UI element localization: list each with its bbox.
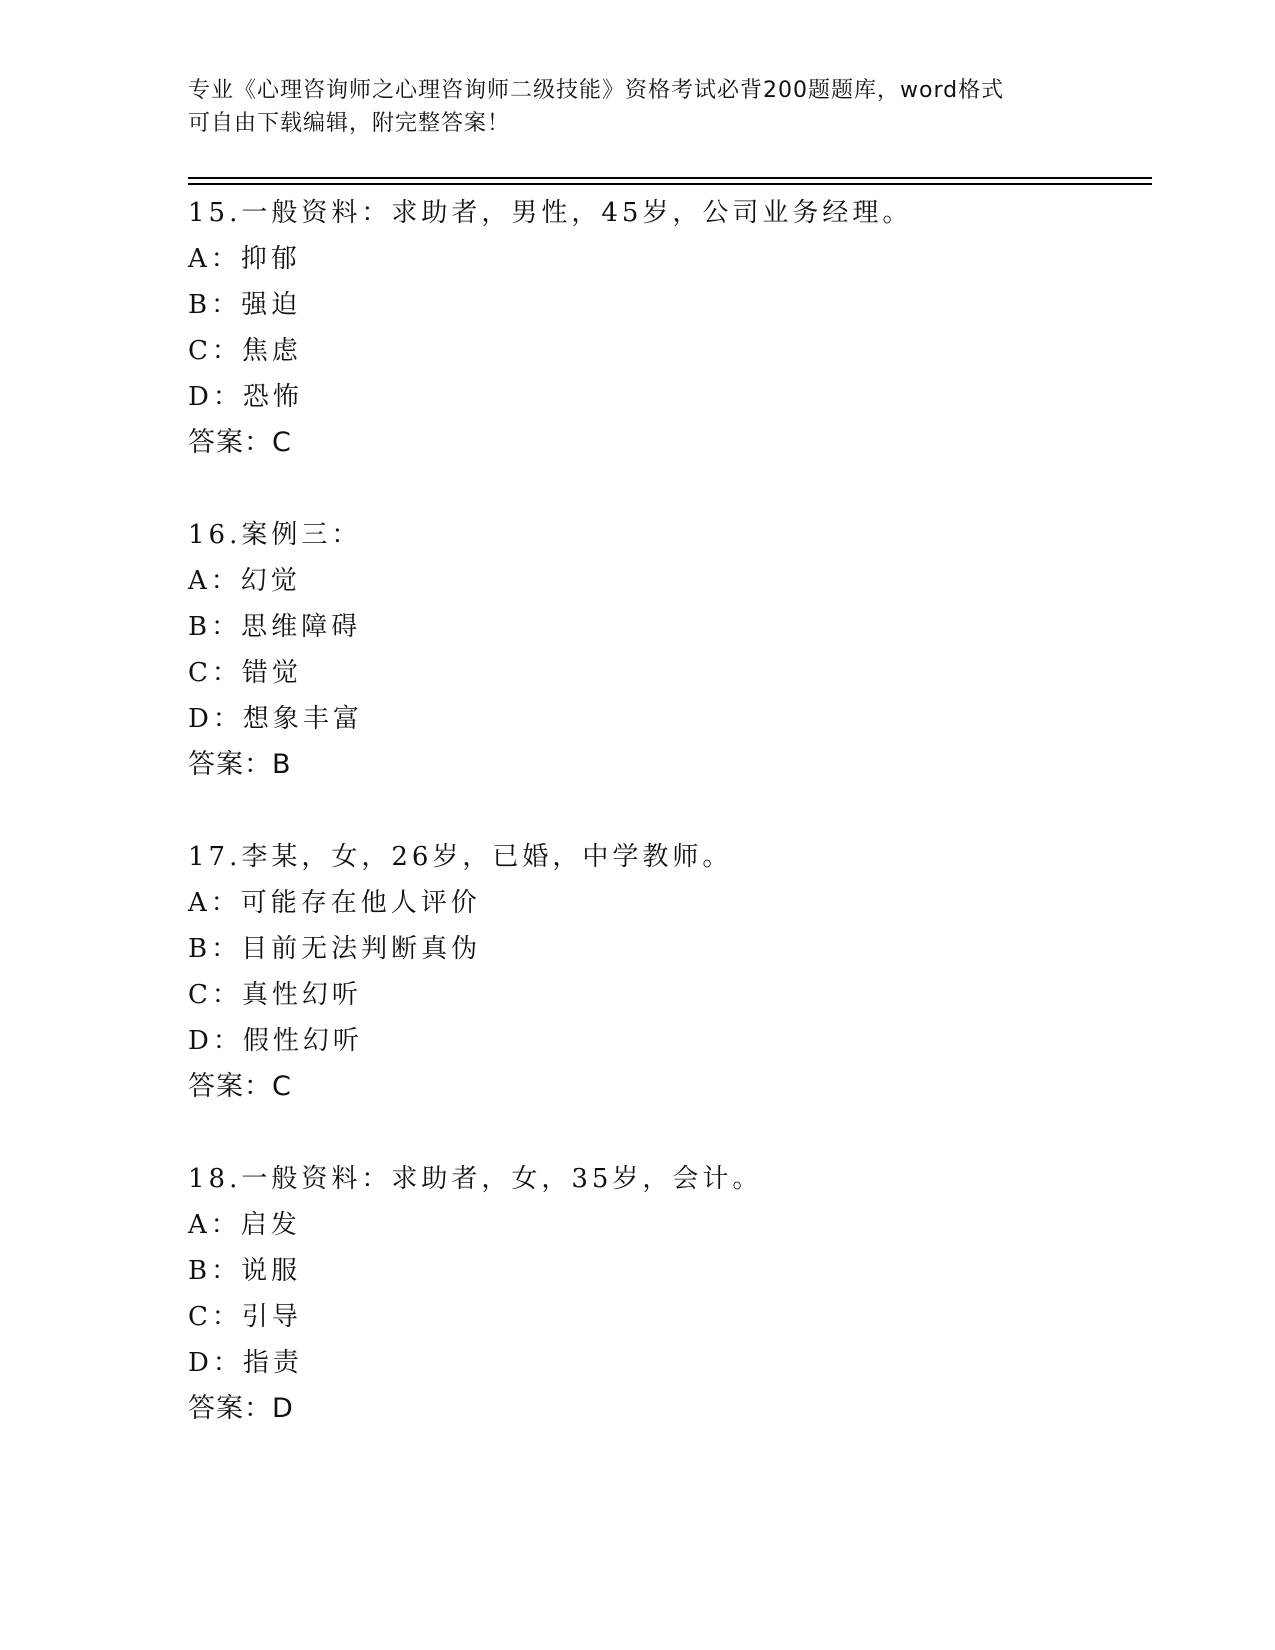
- option-b: B：强迫: [188, 290, 302, 320]
- header-line-2: 可自由下载编辑，附完整答案！: [188, 111, 511, 136]
- question-stem: 15.一般资料：求助者，男性，45岁，公司业务经理。: [188, 198, 913, 228]
- header-divider-top: [188, 177, 1152, 179]
- option-b: B：目前无法判断真伪: [188, 934, 482, 964]
- option-b: B：思维障碍: [188, 612, 362, 642]
- question-stem: 17.李某，女，26岁，已婚，中学教师。: [188, 842, 733, 872]
- document-header: [188, 74, 1088, 140]
- option-d: D：指责: [188, 1348, 303, 1378]
- answer-line: 答案：C: [188, 427, 292, 458]
- option-c: C：真性幻听: [188, 980, 362, 1010]
- option-a: A：可能存在他人评价: [188, 888, 481, 918]
- option-c: C：焦虑: [188, 336, 302, 366]
- option-c: C：错觉: [188, 658, 302, 688]
- option-d: D：恐怖: [188, 382, 303, 412]
- option-a: A：启发: [188, 1210, 301, 1240]
- answer-line: 答案：D: [188, 1393, 294, 1424]
- question-18: [188, 1156, 1148, 1432]
- header-line-1: 专业《心理咨询师之心理咨询师二级技能》资格考试必背200题题库，word格式: [188, 78, 1005, 103]
- option-a: A：幻觉: [188, 566, 301, 596]
- question-list: [188, 190, 1148, 1478]
- question-stem: 16.案例三：: [188, 520, 362, 550]
- answer-line: 答案：B: [188, 749, 292, 780]
- option-b: B：说服: [188, 1256, 302, 1286]
- question-16: [188, 512, 1148, 788]
- question-15: [188, 190, 1148, 466]
- option-c: C：引导: [188, 1302, 302, 1332]
- question-17: [188, 834, 1148, 1110]
- answer-line: 答案：C: [188, 1071, 292, 1102]
- header-divider-bottom: [188, 183, 1152, 185]
- option-d: D：假性幻听: [188, 1026, 363, 1056]
- option-a: A：抑郁: [188, 244, 301, 274]
- question-stem: 18.一般资料：求助者，女，35岁，会计。: [188, 1164, 763, 1194]
- option-d: D：想象丰富: [188, 704, 363, 734]
